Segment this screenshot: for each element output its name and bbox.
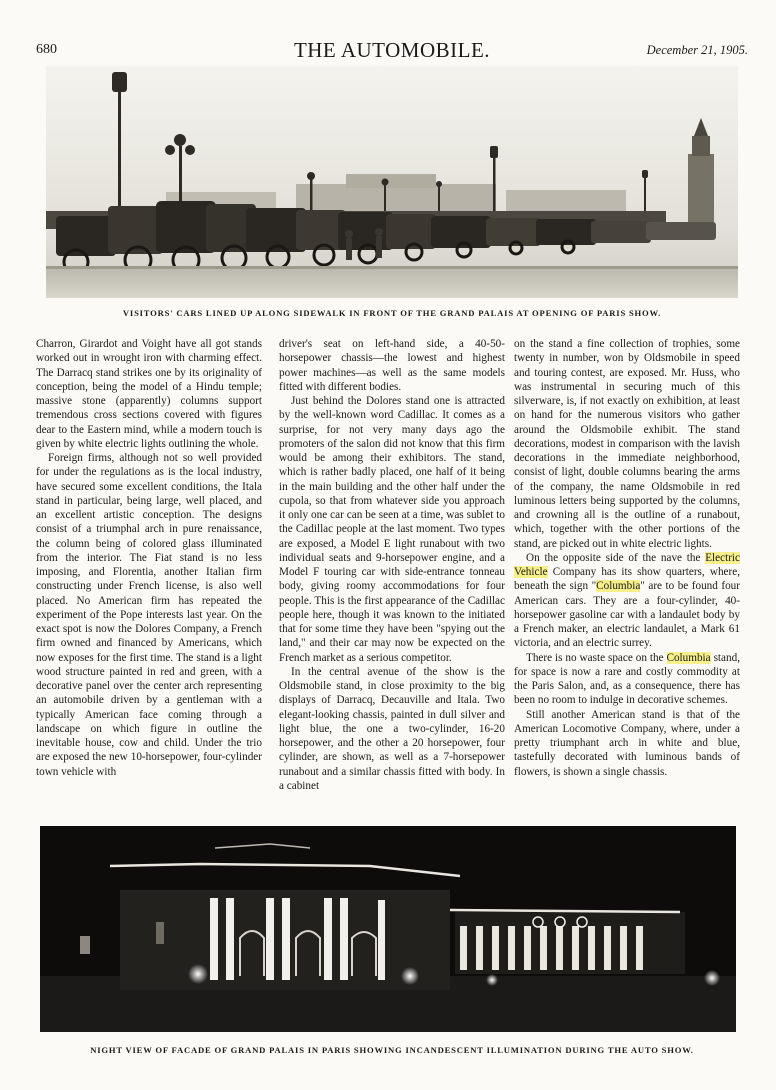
text-run: Company has its show quarters, where, beneath the sign " (514, 566, 740, 593)
paragraph: Foreign firms, although not so well provided for under the regulations as is the local industry, have secured some excellent conditions, the Itala stand in particular, being large, well placed, and an excellent artistic conception. The designs consist of a triumphal arch in pure renaissance, the column being of colored glass illuminated from the interior. The Fiat stand is no less imposing, and Florentia, another Italian firm constructing under French license, is also well placed. No American firm has repeated the experiment of the Pope interests last year. On the exact spot is now the Dolores Company, a French firm owned and financed by Americans, which now exposes for the first time. The stand is a light wood structure painted in red and green, with a decorative panel over the center arch representing an automobile driven by a gentleman with a typically American face coming through a landscape on which figure in outline the inevitable house, cow and child. Under the trio are exposed the new 10-horsepower, four-cylinder town vehicle with (36, 452, 262, 778)
paragraph: on the stand a fine collection of trophies, some twenty in number, won by Oldsmobile in speed and touring contest, are exposed. Mr. Huss, who was instrumental in securing much of this silverware, is, if not exactly on exhibition, at least on hand for the numerous visitors who gather around the Oldsmobile exhibit. The stand decorations, modest in comparison with the lavish decorations in the immediate neighborhood, consist of light, double columns bearing the arms of the company, the name Oldsmobile in red luminous letters being supported by the columns, and crowning all is the outline of a runabout, which, together with the other portions of the stand, are picked out in white electric lights. (514, 338, 740, 550)
text-run: stand, for space is now a rare and costly commodity at the Paris Salon, and, as a consequence, there has been no room to indulge in decorative schemes. (514, 651, 740, 707)
paragraph: Just behind the Dolores stand one is attracted by the well-known word Cadillac. It comes as a surprise, for not very many days ago the promoters of the salon did not know that this firm would be among their exhibitors. The stand, which is rather badly placed, one half of it being in the main building and the other half under the cupola, so that from whatever side you approach it only one car can be seen at a time, was sublet to the Cadillac people at the last moment. Two types are exposed, a Model E light runabout with two individual seats and 9-horsepower engine, and a Model F touring car with side-entrance tonneau body, giving roomy accommodations for four people. This is the first appearance of the Cadillac people here, though it was known to the initiated that for some time they have been "spying out the land," and their car may now be expected on the French market as a serious competitor. (279, 395, 505, 664)
paragraph: Still another American stand is that of the American Locomotive Company, where, under a pretty triumphant arch in white and blue, tastefully decorated with luminous bands of flowers, is shown a single chassis. (514, 708, 740, 778)
running-header (36, 38, 748, 64)
text-run: There is no waste space on the (526, 651, 667, 664)
article-column-1 (36, 337, 262, 779)
paragraph: Charron, Girardot and Voight have all got stands worked out in wrought iron with charming effect. The Darracq stand strikes one by its originality of conception, being the model of a Hindu temple; massive stone (apparently) columns support tremendous cross sections covered with figures dear to the Eastern mind, while a modern touch is given by white electric lights outlining the whole. (36, 338, 262, 450)
paragraph (514, 551, 740, 651)
caption-bottom-photo: NIGHT VIEW OF FACADE OF GRAND PALAIS IN PARIS SHOWING INCANDESCENT ILLUMINATION DURING THE AUTO SHOW. (90, 1045, 694, 1055)
issue-date: December 21, 1905. (646, 43, 748, 57)
article-column-2 (279, 337, 505, 793)
photo-cars-illustration (46, 66, 738, 298)
paragraph: driver's seat on left-hand side, a 40-50-horsepower chassis—the lowest and highest power machines—as well as the same models fitted with different bodies. (279, 338, 505, 393)
article-column-3 (514, 337, 740, 779)
photo-grand-palais-night (40, 826, 736, 1032)
text-run: On the opposite side of the nave the (526, 551, 706, 564)
highlighted-text: Columbia (596, 580, 641, 593)
highlighted-text: Electric Vehicle (514, 551, 740, 578)
caption-top-photo: VISITORS' CARS LINED UP ALONG SIDEWALK IN FRONT OF THE GRAND PALAIS AT OPENING OF PARIS SHOW. (122, 308, 662, 318)
page-number: 680 (36, 42, 57, 57)
highlighted-text: Columbia (666, 651, 711, 664)
journal-title: THE AUTOMOBILE. (293, 38, 491, 62)
paragraph (514, 651, 740, 708)
photo-night-illustration (40, 826, 736, 1032)
text-run: " are to be found four American cars. They are a four-cylinder, 40-horsepower gasoline car with a landaulet body by a French maker, an electric landaulet, a Mark 61 victoria, and an electric surrey. (514, 580, 740, 650)
photo-cars-grand-palais (46, 66, 738, 298)
paragraph: In the central avenue of the show is the Oldsmobile stand, in close proximity to the big displays of Darracq, Decauville and Itala. Two elegant-looking chassis, painted in dull silver and light blue, the one a two-cylinder, 16-20 horsepower, and the other a 20 horsepower, four cylinder, are shown, as well as a 7-horsepower runabout and a similar chassis fitted with body. In a cabinet (279, 665, 505, 792)
